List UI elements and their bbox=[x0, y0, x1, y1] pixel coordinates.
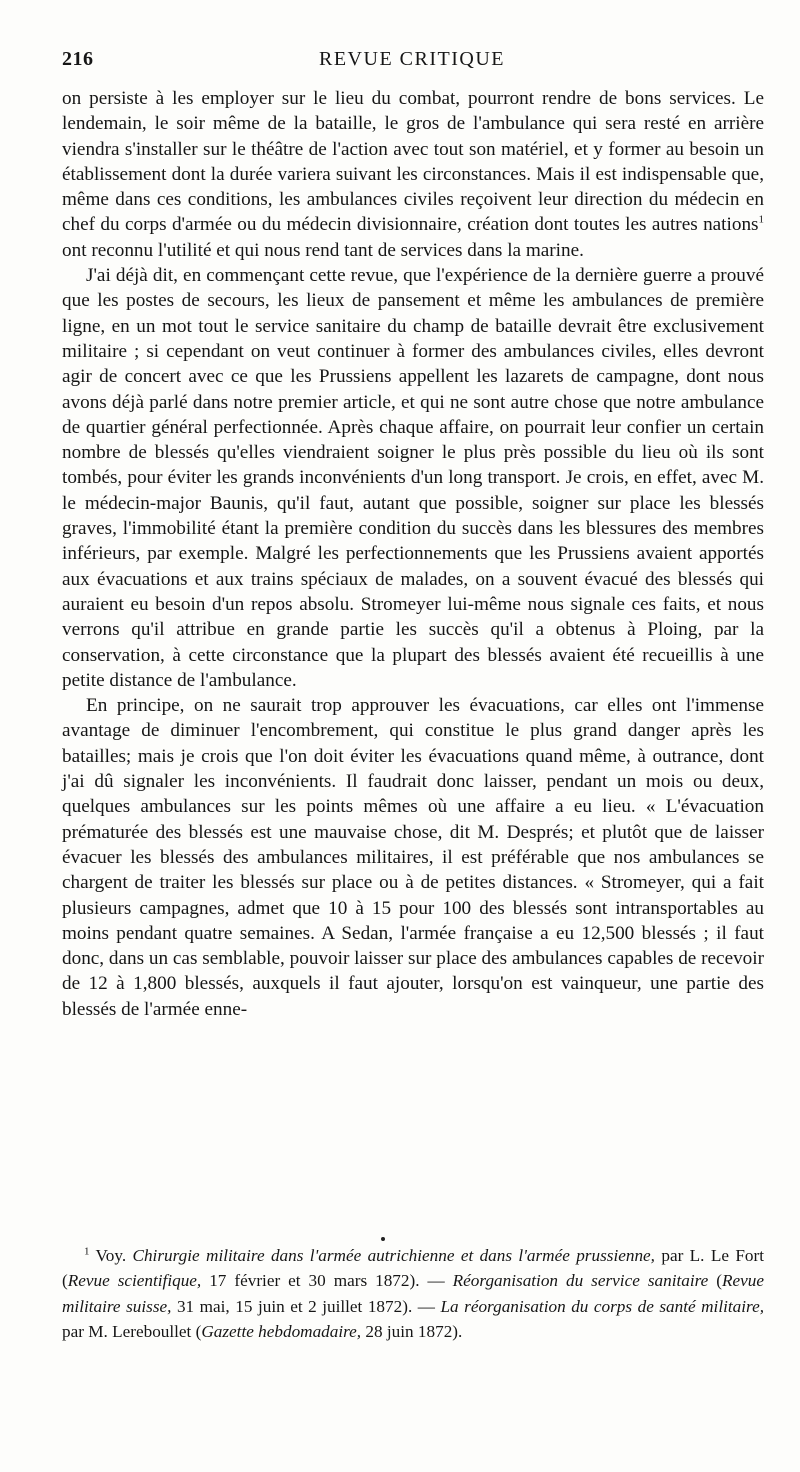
paragraph-text: on persiste à les employer sur le lieu du combat, pourront rendre de bons services. Le lendemain, le soir même de la bataille, le gros de l'ambulance qui sera resté en arrière viendra s'installer sur le théâtre de l'action avec tout son matériel, et y former au besoin un établissement dont la durée variera suivant les circonstances. Mais il est indispensable que, même dans ces conditions, les ambulances civiles reçoivent leur direction du médecin en chef du corps d'armée ou du médecin divisionnaire, création dont toutes les autres nations bbox=[62, 88, 764, 236]
cited-title: Réorganisation du service sanitaire bbox=[452, 1271, 709, 1291]
cited-journal: Revue scientifique, bbox=[67, 1271, 202, 1291]
paragraph bbox=[62, 86, 764, 263]
footnote-segment: 28 juin 1872). bbox=[361, 1321, 463, 1341]
running-title: REVUE CRITIQUE bbox=[319, 48, 505, 70]
cited-title: Chirurgie militaire dans l'armée autrichienne et dans l'armée prussienne, bbox=[132, 1246, 655, 1265]
cited-journal: Gazette hebdomadaire, bbox=[201, 1321, 362, 1341]
paragraph: En principe, on ne saurait trop approuver les évacuations, car elles ont l'immense avantage de diminuer l'encombrement, qui constitue le plus grand danger après les batailles; mais je crois que l'on doit éviter les évacuations quand même, à outrance, dont j'ai dû signaler les inconvénients. Il faudrait donc laisser, pendant un mois ou deux, quelques ambulances sur les points mêmes où une affaire a eu lieu. « L'évacuation prématurée des blessés est une mauvaise chose, dit M. Després; et plutôt que de laisser évacuer les blessés des ambulances militaires, il est préférable que nos ambulances se chargent de traiter les blessés sur place ou à de petites distances. « Stromeyer, qui a fait plusieurs campagnes, admet que 10 à 15 pour 100 des blessés sont intransportables au moins pendant quatre semaines. A Sedan, l'armée française a eu 12,500 blessés ; il faut donc, dans un cas semblable, pouvoir laisser sur place des ambulances capables de recevoir de 12 à 1,800 blessés, auxquels il faut ajouter, lorsqu'on est vainqueur, une partie des blessés de l'armée enne- bbox=[62, 695, 764, 1020]
paragraph: J'ai déjà dit, en commençant cette revue, que l'expérience de la dernière guerre a prouvé que les postes de secours, les lieux de pansement et même les ambulances de première ligne, en un mot tout le service sanitaire du champ de bataille devrait être exclusivement militaire ; si cependant on veut continuer à former des ambulances civiles, elles devront agir de concert avec ce que les Prussiens appellent les lazarets de campagne, dont nous avons déjà parlé dans notre premier article, et qui ne sont autre chose que notre ambulance de quartier général perfectionnée. Après chaque affaire, on pourrait leur confier un certain nombre de blessés qu'elles viendraient soigner le plus près possible du lieu où ils sont tombés, pour éviter les grands inconvénients d'un long transport. Je crois, en effet, avec M. le médecin-major Baunis, qu'il faut, autant que possible, soigner sur place les blessés graves, l'immobilité étant la première condition du succès dans les blessures des membres inférieurs, par exemple. Malgré les perfectionnements que les Prussiens avaient apportés aux évacuations et aux trains spéciaux de malades, on a souvent évacué des blessés qui auraient eu besoin d'un repos absolu. Stromeyer lui-même nous signale ces faits, et nous verrons qu'il attribue en grande partie les succès qu'il a obtenus à Ploing, par la conservation, à cette circonstance que la plupart des blessés avaient été recueillis à une petite distance de l'ambulance. bbox=[62, 265, 764, 691]
footnote-mark: 1 bbox=[84, 1245, 90, 1258]
footnote-segment: Voy. bbox=[89, 1246, 133, 1265]
cited-title: La réorganisation du corps de santé militaire, bbox=[440, 1296, 764, 1316]
footnote-reference: 1 bbox=[758, 214, 764, 227]
footnote bbox=[62, 1243, 764, 1344]
cited-journal: Revue militaire suisse, bbox=[62, 1271, 764, 1316]
separator-dot bbox=[380, 1236, 386, 1242]
body-text bbox=[62, 86, 764, 1022]
footnote-text bbox=[62, 1243, 764, 1344]
footnote-segment: 17 février et 30 mars 1872). — bbox=[201, 1271, 453, 1291]
footnote-segment: 31 mai, 15 juin et 2 juillet 1872). — bbox=[171, 1296, 441, 1316]
footnote-segment: ( bbox=[708, 1271, 723, 1291]
page-number: 216 bbox=[62, 48, 94, 70]
page-header bbox=[62, 48, 762, 78]
paragraph-text: ont reconnu l'utilité et qui nous rend tant de services dans la marine. bbox=[62, 239, 584, 261]
footnote-segment: par L. Le Fort ( bbox=[62, 1246, 764, 1291]
footnote-segment: par M. Lereboullet ( bbox=[62, 1321, 202, 1341]
